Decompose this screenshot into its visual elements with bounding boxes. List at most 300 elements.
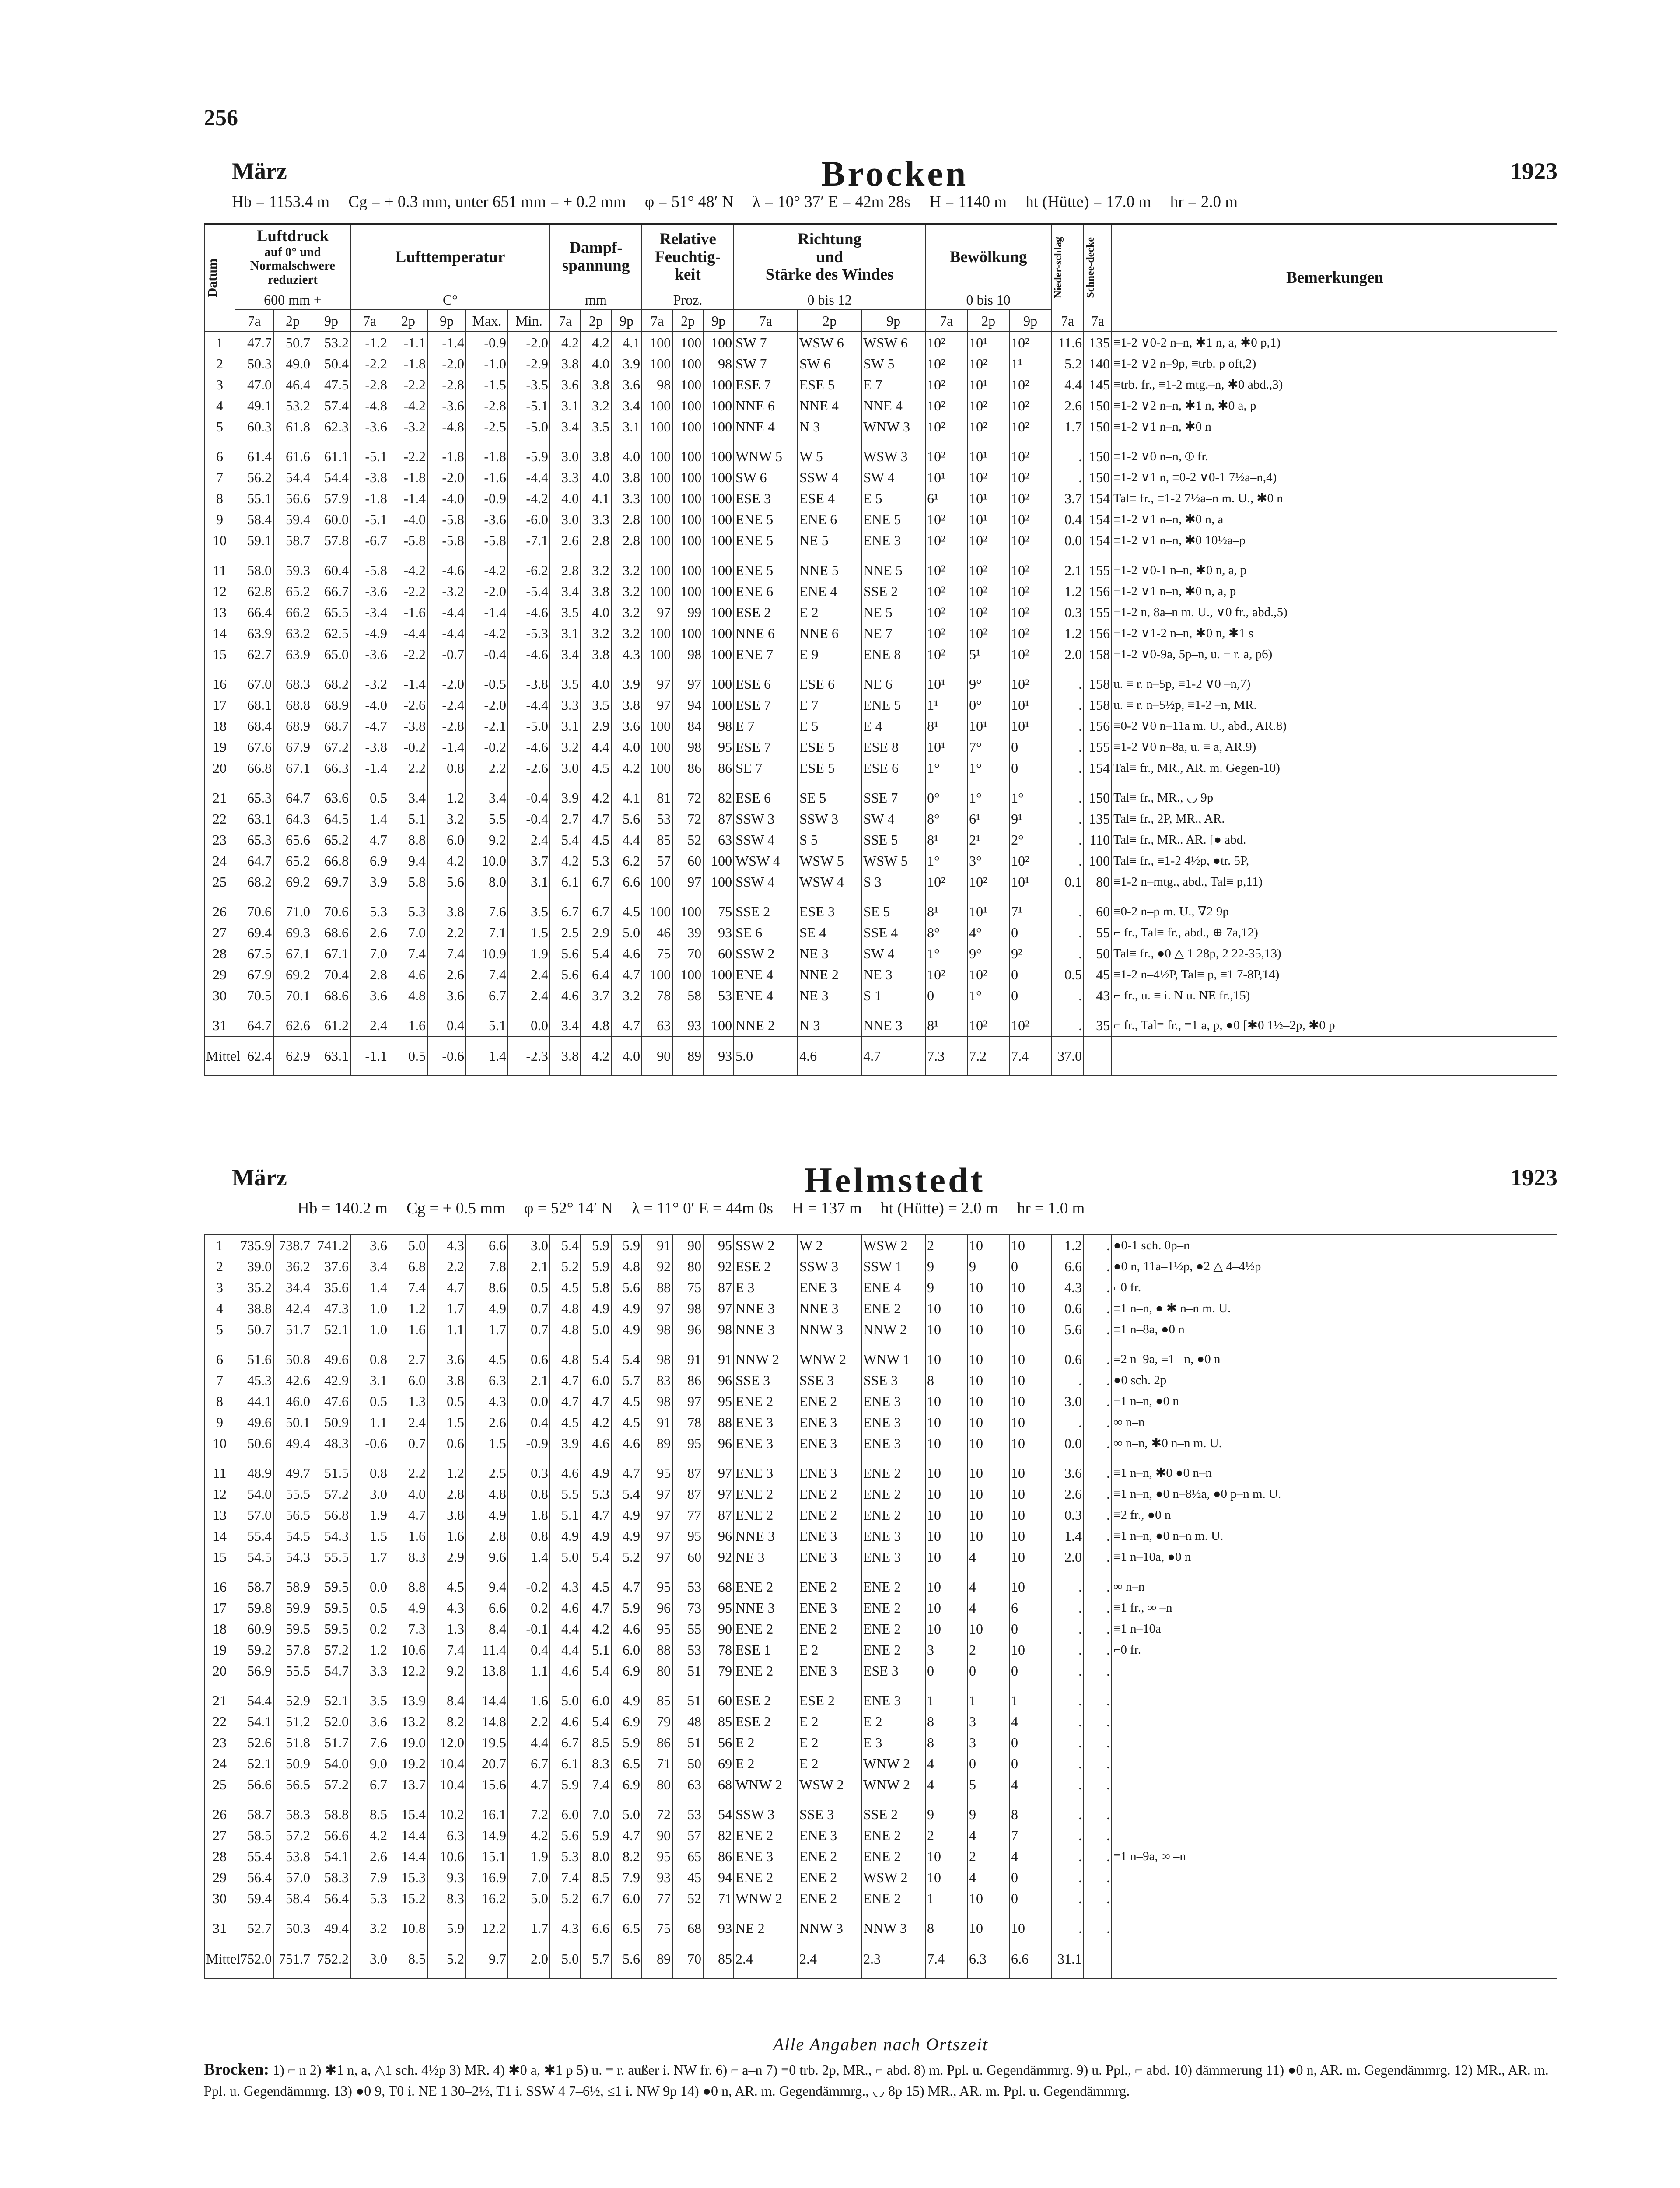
table-row: [204, 395, 1558, 416]
humidity-cell: 51: [672, 1660, 703, 1681]
temperature-cell: 1.5: [427, 1412, 466, 1433]
temperature-cell: 2.2: [466, 757, 508, 778]
wind-cell: ENE 3: [734, 1846, 798, 1867]
vapour-cell: 4.0: [611, 437, 642, 467]
remark-cell: ≡1-2 ∨0-1 n–n, ✱0 n, a, p: [1112, 551, 1558, 581]
brocken-table: [204, 223, 1558, 1076]
vapour-cell: 4.9: [581, 1454, 611, 1483]
vapour-cell: 4.6: [550, 1454, 581, 1483]
temperature-cell: 4.6: [389, 964, 427, 985]
cloud-cell: 3: [967, 1732, 1009, 1753]
pressure-cell: 59.5: [312, 1618, 350, 1639]
temperature-cell: 9.2: [466, 829, 508, 850]
vapour-cell: 5.3: [550, 1846, 581, 1867]
h-2p: 2p: [389, 310, 427, 332]
wind-cell: ENE 3: [861, 1391, 925, 1412]
wind-cell: NE 5: [861, 602, 925, 623]
humidity-cell: 100: [703, 623, 734, 644]
snow-cell: 43: [1084, 985, 1112, 1006]
cloud-cell: 4: [967, 1546, 1009, 1567]
wind-cell: SW 7: [734, 353, 798, 374]
precipitation-cell: .: [1051, 1639, 1084, 1660]
day-cell: 28: [204, 1846, 235, 1867]
precipitation-cell: 0.1: [1051, 871, 1084, 892]
humidity-cell: 52: [672, 1888, 703, 1909]
temperature-cell: -1.4: [389, 665, 427, 694]
pressure-cell: 55.5: [273, 1660, 312, 1681]
temperature-cell: -5.0: [508, 416, 550, 437]
pressure-cell: 59.4: [273, 509, 312, 530]
col-wind: Richtung und Stärke des Windes: [734, 224, 925, 290]
wind-cell: NNW 3: [798, 1319, 861, 1340]
precipitation-cell: .: [1051, 1753, 1084, 1774]
day-cell: 3: [204, 374, 235, 395]
vapour-cell: 5.0: [581, 1319, 611, 1340]
pressure-cell: 50.3: [235, 353, 273, 374]
temperature-cell: 9.0: [350, 1753, 389, 1774]
cloud-cell: 10: [1009, 1412, 1051, 1433]
humidity-cell: 98: [703, 353, 734, 374]
temperature-cell: 6.9: [350, 850, 389, 871]
wind-cell: ENE 3: [734, 1412, 798, 1433]
snow-cell: 154: [1084, 488, 1112, 509]
wind-cell: ESE 3: [798, 892, 861, 922]
cloud-cell: 10: [925, 1298, 967, 1319]
remark-cell: ∞ n–n: [1112, 1567, 1558, 1597]
footer: [204, 2030, 1558, 2101]
humidity-cell: 68: [703, 1774, 734, 1795]
temp-unit: C°: [350, 290, 550, 310]
remark-cell: ≡1-2 n–4½P, Tal≡ p, ≡1 7-8P,14): [1112, 964, 1558, 985]
pressure-cell: 55.4: [235, 1525, 273, 1546]
remark-cell: ≡0-2 n–p m. U., ∇2 9p: [1112, 892, 1558, 922]
temperature-cell: 3.4: [389, 778, 427, 808]
cloud-cell: 10: [967, 1234, 1009, 1256]
wind-cell: SW 4: [861, 808, 925, 829]
remark-cell: Tal≡ fr., MR.. AR. [● abd.: [1112, 829, 1558, 850]
remark-cell: [1112, 1711, 1558, 1732]
cloud-cell: 10¹: [1009, 871, 1051, 892]
humidity-cell: 97: [642, 1525, 672, 1546]
humidity-cell: 77: [672, 1504, 703, 1525]
vapour-cell: 4.1: [581, 488, 611, 509]
vapour-cell: 6.1: [550, 1753, 581, 1774]
humidity-cell: 95: [672, 1433, 703, 1454]
vapour-cell: 4.0: [581, 665, 611, 694]
cloud-cell: 4: [925, 1753, 967, 1774]
cloud-cell: 8: [925, 1732, 967, 1753]
wind-cell: SE 4: [798, 922, 861, 943]
temperature-cell: 9.4: [466, 1567, 508, 1597]
vapour-cell: 4.0: [581, 353, 611, 374]
snow-cell: .: [1084, 1412, 1112, 1433]
temperature-cell: 0.6: [427, 1433, 466, 1454]
wind-cell: SW 4: [861, 943, 925, 964]
pressure-cell: 51.2: [273, 1711, 312, 1732]
humidity-cell: 68: [703, 1567, 734, 1597]
temperature-cell: 7.4: [466, 964, 508, 985]
vapour-cell: 3.9: [611, 353, 642, 374]
day-cell: 20: [204, 757, 235, 778]
wind-cell: ENE 5: [734, 509, 798, 530]
table-row: [204, 1546, 1558, 1567]
precipitation-cell: .: [1051, 1774, 1084, 1795]
temperature-cell: 1.4: [350, 1277, 389, 1298]
h-7a: 7a: [1084, 310, 1112, 332]
vapour-cell: 4.7: [611, 1567, 642, 1597]
vapour-cell: 6.5: [611, 1753, 642, 1774]
humidity-cell: 75: [642, 943, 672, 964]
wind-cell: ENE 2: [734, 1660, 798, 1681]
temperature-cell: 4.0: [389, 1483, 427, 1504]
temperature-cell: 1.0: [350, 1298, 389, 1319]
cloud-cell: 10: [925, 1567, 967, 1597]
wind-cell: ENE 5: [734, 530, 798, 551]
vapour-cell: 4.8: [550, 1298, 581, 1319]
humidity-cell: 78: [703, 1639, 734, 1660]
temperature-cell: 4.2: [427, 850, 466, 871]
temperature-cell: 3.1: [350, 1370, 389, 1391]
temperature-cell: 15.4: [389, 1795, 427, 1825]
humidity-cell: 100: [642, 736, 672, 757]
cloud-cell: 10²: [1009, 509, 1051, 530]
humidity-cell: 100: [703, 602, 734, 623]
humidity-cell: 60: [672, 1546, 703, 1567]
temperature-cell: -0.9: [508, 1433, 550, 1454]
cloud-cell: 10: [1009, 1277, 1051, 1298]
temperature-cell: 6.0: [427, 829, 466, 850]
cloud-cell: 1°: [925, 757, 967, 778]
vapour-cell: 4.9: [611, 1681, 642, 1711]
humidity-cell: 100: [642, 416, 672, 437]
cloud-cell: 10: [925, 1319, 967, 1340]
temperature-cell: 7.0: [389, 922, 427, 943]
pressure-cell: 58.3: [273, 1795, 312, 1825]
wind-cell: NE 2: [734, 1909, 798, 1939]
wind-cell: S 1: [861, 985, 925, 1006]
precipitation-cell: .: [1051, 922, 1084, 943]
temperature-cell: 1.7: [508, 1909, 550, 1939]
cloud-cell: 10: [967, 1319, 1009, 1340]
remark-cell: [1112, 1774, 1558, 1795]
humidity-cell: 90: [642, 1825, 672, 1846]
wind-cell: ESE 5: [798, 736, 861, 757]
vapour-cell: 6.2: [611, 850, 642, 871]
table-row: [204, 1732, 1558, 1753]
temperature-cell: 15.3: [389, 1867, 427, 1888]
humidity-cell: 100: [703, 530, 734, 551]
temperature-cell: -0.9: [466, 332, 508, 353]
humidity-cell: 86: [672, 1370, 703, 1391]
precipitation-cell: 3.0: [1051, 1391, 1084, 1412]
humidity-cell: 88: [703, 1412, 734, 1433]
helmstedt-const: Cg = + 0.5 mm: [406, 1199, 505, 1217]
temperature-cell: 0.4: [427, 1006, 466, 1036]
pressure-cell: 54.1: [312, 1846, 350, 1867]
temperature-cell: 3.8: [427, 892, 466, 922]
vapour-cell: 3.6: [611, 374, 642, 395]
remark-cell: [1112, 1888, 1558, 1909]
wind-cell: SSE 2: [861, 1795, 925, 1825]
day-cell: 24: [204, 850, 235, 871]
day-cell: 16: [204, 1567, 235, 1597]
pressure-cell: 54.5: [235, 1546, 273, 1567]
precipitation-cell: .: [1051, 437, 1084, 467]
pressure-cell: 50.1: [273, 1412, 312, 1433]
wind-cell: SW 5: [861, 353, 925, 374]
temperature-cell: -2.8: [427, 374, 466, 395]
pressure-cell: 54.4: [235, 1681, 273, 1711]
temperature-cell: -3.6: [350, 416, 389, 437]
wind-cell: 4.6: [798, 1036, 861, 1076]
table-row: [204, 964, 1558, 985]
temperature-cell: 4.5: [427, 1567, 466, 1597]
wind-cell: NNE 3: [734, 1525, 798, 1546]
cloud-cell: 10¹: [967, 509, 1009, 530]
temperature-cell: 3.0: [508, 1234, 550, 1256]
humidity-cell: 96: [703, 1525, 734, 1546]
wind-cell: SSW 1: [861, 1256, 925, 1277]
temperature-cell: -4.0: [350, 694, 389, 715]
precipitation-cell: .: [1051, 665, 1084, 694]
remark-cell: ⌐0 fr.: [1112, 1277, 1558, 1298]
temperature-cell: -1.1: [389, 332, 427, 353]
snow-cell: .: [1084, 1340, 1112, 1370]
pressure-cell: 58.4: [235, 509, 273, 530]
wind-cell: SSW 4: [734, 829, 798, 850]
table-row: [204, 922, 1558, 943]
snow-cell: .: [1084, 1319, 1112, 1340]
humidity-cell: 86: [703, 757, 734, 778]
temperature-cell: 14.9: [466, 1825, 508, 1846]
brocken-year: 1923: [1510, 158, 1558, 184]
remark-cell: [1112, 1909, 1558, 1939]
cloud-cell: 10¹: [925, 736, 967, 757]
precipitation-cell: .: [1051, 985, 1084, 1006]
temperature-cell: 10.8: [389, 1909, 427, 1939]
h-9p: 9p: [611, 310, 642, 332]
humidity-cell: 53: [672, 1795, 703, 1825]
h-2p: 2p: [798, 310, 861, 332]
temperature-cell: 0.0: [508, 1006, 550, 1036]
temperature-cell: 14.4: [389, 1825, 427, 1846]
cloud-cell: 2: [967, 1846, 1009, 1867]
pressure-cell: 68.9: [273, 715, 312, 736]
humidity-cell: 53: [642, 808, 672, 829]
cloud-cell: 7.4: [1009, 1036, 1051, 1076]
h-9p: 9p: [1009, 310, 1051, 332]
wind-cell: E 2: [798, 1711, 861, 1732]
humidity-cell: 55: [672, 1618, 703, 1639]
precipitation-cell: 2.1: [1051, 551, 1084, 581]
cloud-cell: 2: [925, 1825, 967, 1846]
table-row: [204, 871, 1558, 892]
helmstedt-const: Hb = 140.2 m: [298, 1199, 388, 1217]
humidity-cell: 92: [703, 1256, 734, 1277]
snow-cell: .: [1084, 1454, 1112, 1483]
temperature-cell: 6.6: [466, 1234, 508, 1256]
remark-cell: ≡1-2 ∨0-2 n–n, ✱1 n, a, ✱0 p,1): [1112, 332, 1558, 353]
wind-cell: ENE 3: [861, 1546, 925, 1567]
table-row: [204, 488, 1558, 509]
vapour-cell: 3.9: [550, 778, 581, 808]
cloud-cell: 10: [925, 1846, 967, 1867]
wind-cell: NNE 5: [798, 551, 861, 581]
temperature-cell: -2.0: [466, 581, 508, 602]
wind-cell: SE 5: [798, 778, 861, 808]
temperature-cell: 6.7: [350, 1774, 389, 1795]
cloud-cell: 10²: [1009, 551, 1051, 581]
pressure-cell: 55.5: [273, 1483, 312, 1504]
humidity-cell: 72: [672, 808, 703, 829]
day-cell: 27: [204, 1825, 235, 1846]
cloud-cell: 10²: [1009, 623, 1051, 644]
pressure-cell: 65.3: [235, 778, 273, 808]
humidity-cell: 100: [642, 757, 672, 778]
vapour-cell: 5.9: [611, 1234, 642, 1256]
temperature-cell: 0.5: [350, 1597, 389, 1618]
vapour-cell: 4.6: [550, 1660, 581, 1681]
temperature-cell: -1.1: [350, 1036, 389, 1076]
temperature-cell: -3.6: [427, 395, 466, 416]
remark-cell: ≡1 n–n, ✱0 ●0 n–n: [1112, 1454, 1558, 1483]
temperature-cell: -1.2: [350, 332, 389, 353]
humidity-cell: 68: [672, 1909, 703, 1939]
day-cell: 10: [204, 530, 235, 551]
brocken-const: λ = 10° 37′ E = 42m 28s: [752, 193, 911, 211]
pressure-cell: 54.3: [312, 1525, 350, 1546]
temperature-cell: -0.4: [466, 644, 508, 665]
vapour-cell: 2.7: [550, 808, 581, 829]
temperature-cell: -2.0: [427, 467, 466, 488]
wind-cell: ESE 7: [734, 736, 798, 757]
humidity-cell: 100: [672, 581, 703, 602]
cloud-cell: 1: [1009, 1681, 1051, 1711]
pressure-cell: 63.6: [312, 778, 350, 808]
temperature-cell: -4.6: [508, 736, 550, 757]
pressure-cell: 57.0: [273, 1867, 312, 1888]
pressure-cell: 37.6: [312, 1256, 350, 1277]
temperature-cell: 2.5: [466, 1454, 508, 1483]
cloud-cell: 10: [967, 1370, 1009, 1391]
precipitation-cell: .: [1051, 1909, 1084, 1939]
temperature-cell: -5.8: [427, 530, 466, 551]
humidity-cell: 96: [642, 1597, 672, 1618]
humidity-cell: 100: [703, 964, 734, 985]
pressure-cell: 49.6: [235, 1412, 273, 1433]
pressure-cell: 57.9: [312, 488, 350, 509]
day-cell: 17: [204, 694, 235, 715]
table-row: [204, 581, 1558, 602]
temperature-cell: -4.9: [350, 623, 389, 644]
cloud-cell: 10²: [967, 1006, 1009, 1036]
vapour-cell: 4.6: [611, 1433, 642, 1454]
temperature-cell: 4.9: [389, 1597, 427, 1618]
temperature-cell: 19.0: [389, 1732, 427, 1753]
pressure-cell: 49.7: [273, 1454, 312, 1483]
humidity-cell: 83: [642, 1370, 672, 1391]
temperature-cell: -1.0: [466, 353, 508, 374]
remark-cell: ≡1-2 ∨0 n–n, ⦶ fr.: [1112, 437, 1558, 467]
footnotes: [204, 2059, 1558, 2101]
cloud-cell: 10²: [967, 964, 1009, 985]
wind-cell: ENE 3: [798, 1433, 861, 1454]
cloud-cell: 1: [967, 1681, 1009, 1711]
vapour-cell: 3.5: [581, 694, 611, 715]
vapour-cell: 4.5: [611, 1391, 642, 1412]
humidity-cell: 85: [703, 1939, 734, 1978]
wind-cell: NNE 4: [734, 416, 798, 437]
pressure-cell: 66.4: [235, 602, 273, 623]
pressure-cell: 63.1: [312, 1036, 350, 1076]
pressure-cell: 50.4: [312, 353, 350, 374]
temperature-cell: -4.8: [350, 395, 389, 416]
precipitation-cell: .: [1051, 715, 1084, 736]
temperature-cell: 9.6: [466, 1546, 508, 1567]
precipitation-cell: .: [1051, 1867, 1084, 1888]
day-cell: 16: [204, 665, 235, 694]
humidity-cell: 93: [703, 1036, 734, 1076]
h-2p: 2p: [273, 310, 312, 332]
remark-cell: [1112, 1795, 1558, 1825]
humidity-cell: 72: [642, 1795, 672, 1825]
humidity-cell: 77: [642, 1888, 672, 1909]
table-row: [204, 985, 1558, 1006]
day-cell: Mittel: [204, 1036, 235, 1076]
cloud-cell: 10²: [1009, 665, 1051, 694]
table-row: [204, 1774, 1558, 1795]
wind-cell: ESE 6: [798, 665, 861, 694]
temperature-cell: 3.0: [350, 1483, 389, 1504]
temperature-cell: 8.3: [389, 1546, 427, 1567]
humidity-cell: 50: [672, 1753, 703, 1774]
snow-cell: 154: [1084, 509, 1112, 530]
snow-cell: 154: [1084, 530, 1112, 551]
cloud-cell: 4: [1009, 1711, 1051, 1732]
pressure-cell: 35.2: [235, 1277, 273, 1298]
helmstedt-constants: [232, 1199, 1558, 1218]
table-row: [204, 530, 1558, 551]
cloud-cell: 9: [925, 1277, 967, 1298]
cloud-cell: 10: [967, 1391, 1009, 1412]
temperature-cell: -2.3: [508, 1036, 550, 1076]
humidity-cell: 95: [703, 1597, 734, 1618]
temperature-cell: 4.9: [466, 1298, 508, 1319]
wind-cell: ENE 3: [798, 1825, 861, 1846]
vapour-cell: 4.7: [611, 1454, 642, 1483]
humidity-cell: 97: [642, 1298, 672, 1319]
cloud-cell: 6: [1009, 1597, 1051, 1618]
snow-cell: 155: [1084, 736, 1112, 757]
pressure-cell: 50.7: [273, 332, 312, 353]
precipitation-cell: .: [1051, 778, 1084, 808]
pressure-cell: 752.0: [235, 1939, 273, 1978]
temperature-cell: 0.8: [508, 1525, 550, 1546]
day-cell: 19: [204, 736, 235, 757]
temperature-cell: 0.7: [508, 1298, 550, 1319]
cloud-cell: 0: [1009, 1256, 1051, 1277]
snow-cell: .: [1084, 1234, 1112, 1256]
humidity-cell: 100: [672, 374, 703, 395]
vapour-cell: 3.4: [550, 644, 581, 665]
table-row: [204, 1391, 1558, 1412]
pressure-cell: 54.5: [273, 1525, 312, 1546]
pressure-cell: 47.6: [312, 1391, 350, 1412]
pressure-cell: 59.2: [235, 1639, 273, 1660]
cloud-cell: 10²: [1009, 602, 1051, 623]
humidity-cell: 95: [642, 1567, 672, 1597]
remark-cell: ≡1-2 ∨0-9a, 5p–n, u. ≡ r. a, p6): [1112, 644, 1558, 665]
